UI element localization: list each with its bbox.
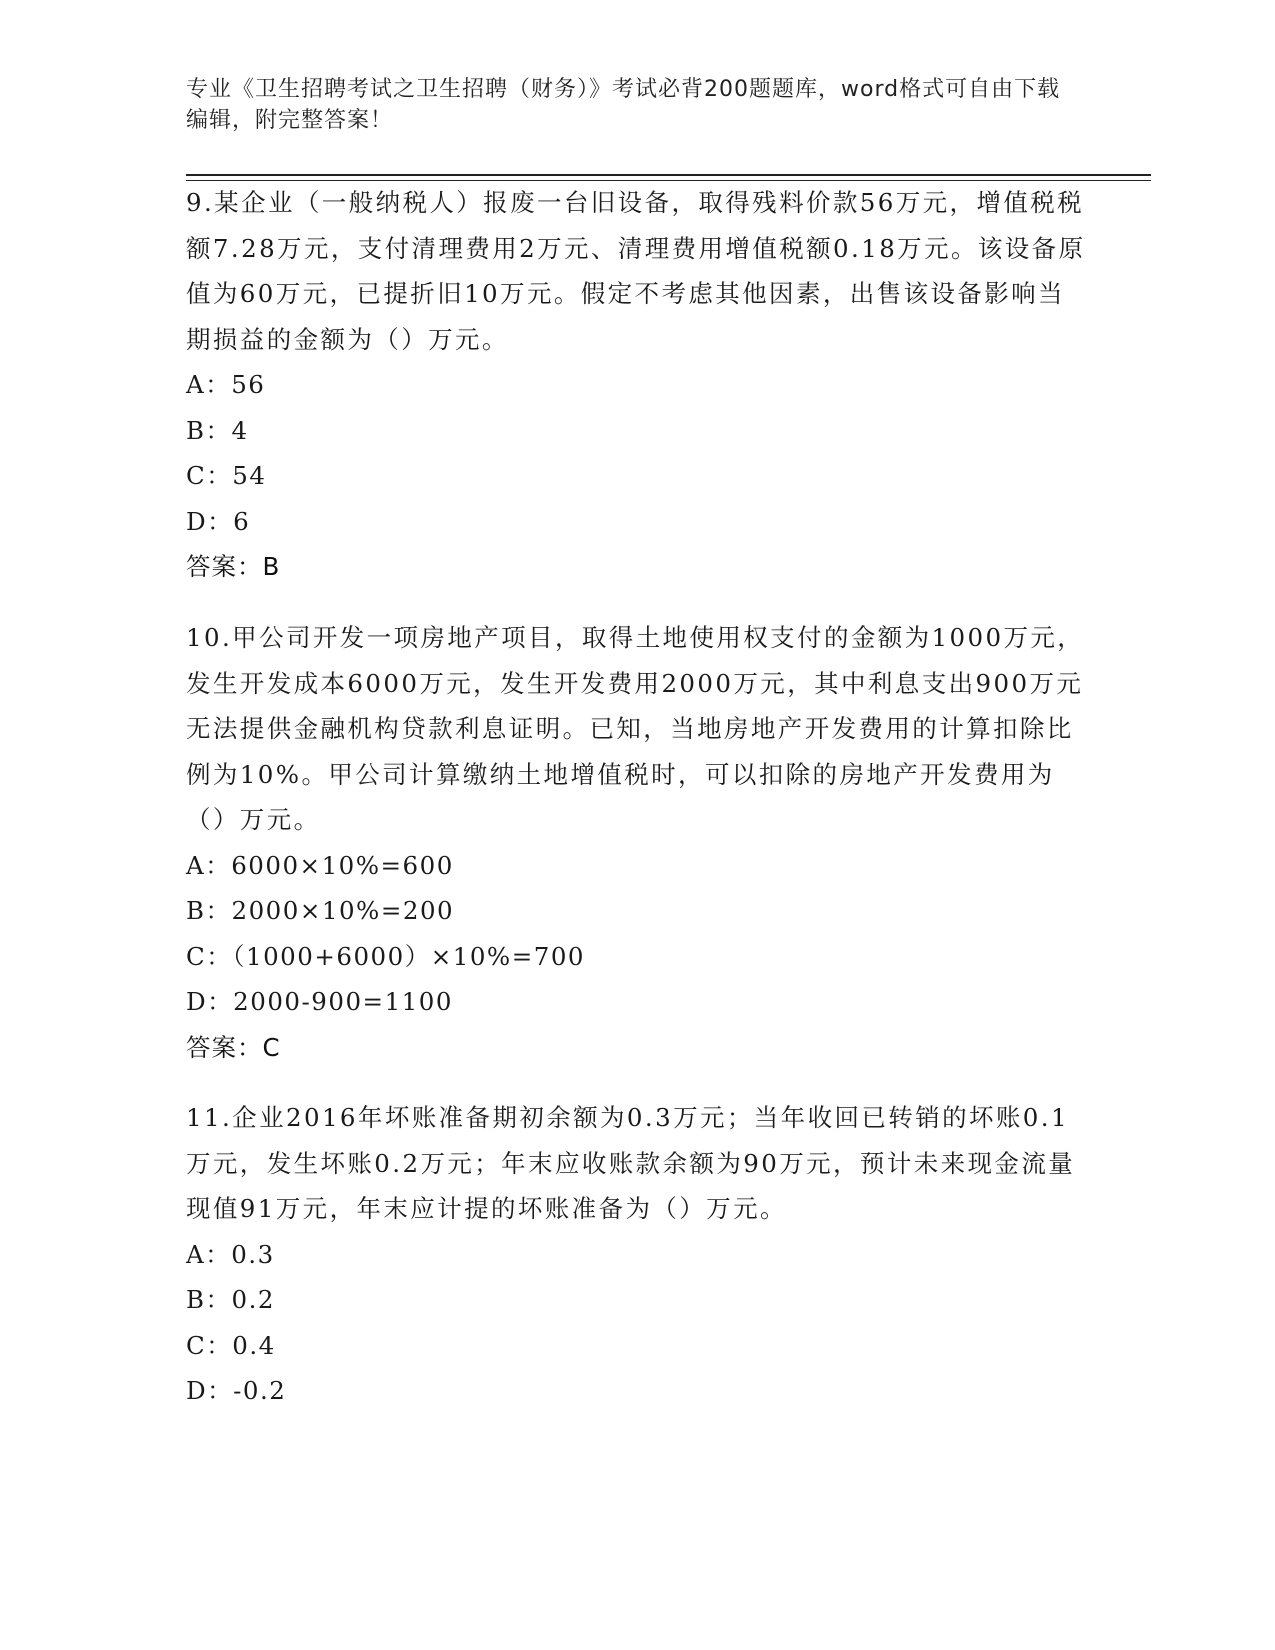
- option-c: C：（1000+6000）×10%=700: [186, 941, 585, 971]
- header-divider-thick: [186, 174, 1151, 176]
- option-a: A：6000×10%=600: [186, 850, 454, 880]
- document-header: 专业《卫生招聘考试之卫生招聘（财务）》考试必背200题题库，word格式可自由下载编辑，附完整答案！: [186, 77, 1061, 133]
- option-c: C：54: [186, 461, 267, 490]
- answer-label: 答案：B: [186, 552, 281, 581]
- option-a: A：56: [186, 370, 266, 399]
- option-b: B：0.2: [186, 1285, 275, 1314]
- answer-label: 答案：C: [186, 1032, 281, 1062]
- option-b: B：4: [186, 415, 249, 445]
- option-a: A：0.3: [186, 1239, 275, 1269]
- option-d: D：2000-900=1100: [186, 987, 453, 1016]
- question-9: [186, 180, 1086, 590]
- question-10: [186, 615, 1086, 1070]
- question-text: 9.某企业（一般纳税人）报废一台旧设备，取得残料价款56万元，增值税税额7.28万元，支付清理费用2万元、清理费用增值税额0.18万元。该设备原值为60万元，已提折旧10万元。假定不考虑其他因素，出售该设备影响当期损益的金额为（）万元。: [186, 188, 1086, 354]
- question-text: 11.企业2016年坏账准备期初余额为0.3万元；当年收回已转销的坏账0.1万元，发生坏账0.2万元；年末应收账款余额为90万元，预计未来现金流量现值91万元，年末应计提的坏账准备为（）万元。: [186, 1103, 1076, 1223]
- option-d: D：-0.2: [186, 1376, 287, 1405]
- question-text: 10.甲公司开发一项房地产项目，取得土地使用权支付的金额为1000万元，发生开发成本6000万元，发生开发费用2000万元，其中利息支出900万元无法提供金融机构贷款利息证明。已知，当地房地产开发费用的计算扣除比例为10%。甲公司计算缴纳土地增值税时，可以扣除的房地产开发费用为（）万元。: [186, 623, 1085, 834]
- option-b: B：2000×10%=200: [186, 896, 455, 925]
- option-c: C：0.4: [186, 1330, 276, 1360]
- option-d: D：6: [186, 506, 251, 536]
- question-11: [186, 1095, 1086, 1414]
